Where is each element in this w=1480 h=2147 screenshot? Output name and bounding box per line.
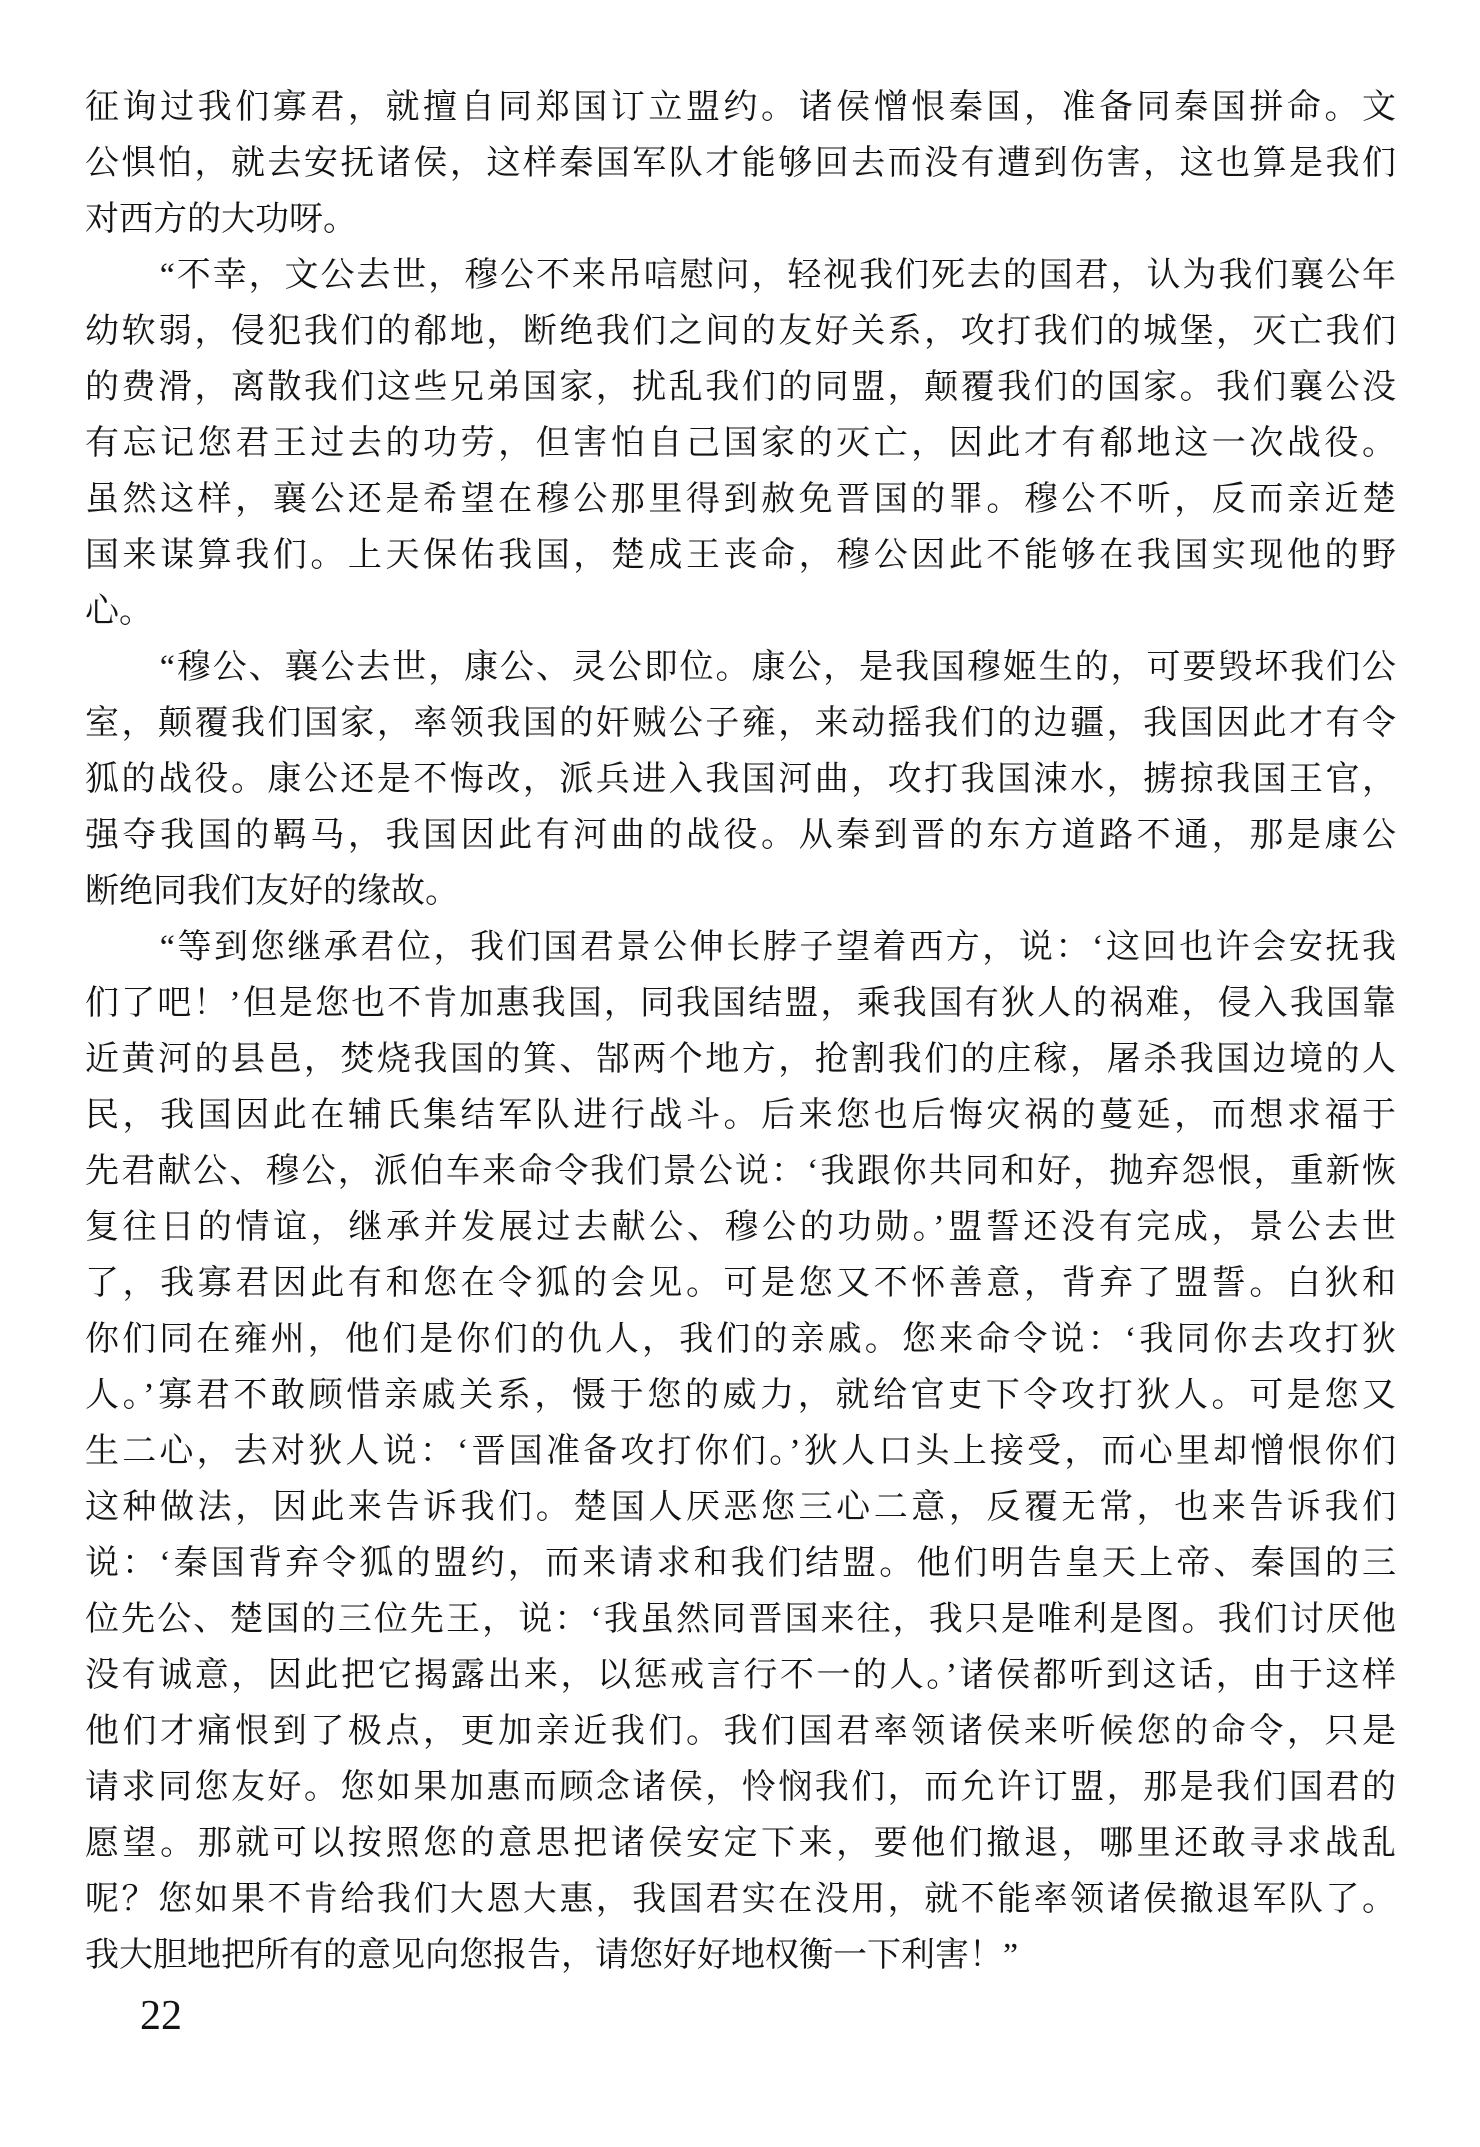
paragraph — [85, 920, 1396, 1984]
text-block — [85, 80, 1396, 1984]
text-line: 们了吧！’但是您也不肯加惠我国，同我国结盟，乘我国有狄人的祸难，侵入我国靠 — [85, 985, 1396, 1022]
text-line: 国来谋算我们。上天保佑我国，楚成王丧命，穆公因此不能够在我国实现他的野 — [85, 537, 1396, 574]
text-line: 的费滑，离散我们这些兄弟国家，扰乱我们的同盟，颠覆我们的国家。我们襄公没 — [85, 369, 1396, 406]
text-line: 人。’寡君不敢顾惜亲戚关系，慑于您的威力，就给官吏下令攻打狄人。可是您又 — [85, 1377, 1396, 1414]
text-line: 你们同在雍州，他们是你们的仇人，我们的亲戚。您来命令说：‘我同你去攻打狄 — [85, 1321, 1396, 1358]
text-line: 近黄河的县邑，焚烧我国的箕、郜两个地方，抢割我们的庄稼，屠杀我国边境的人 — [85, 1041, 1396, 1078]
text-line: 对西方的大功呀。 — [85, 201, 357, 238]
text-line: 有忘记您君王过去的功劳，但害怕自己国家的灭亡，因此才有郩地这一次战役。 — [85, 425, 1396, 462]
text-line: 我大胆地把所有的意见向您报告，请您好好地权衡一下利害！” — [85, 1937, 1019, 1974]
text-line: 心。 — [85, 593, 153, 630]
text-line: 愿望。那就可以按照您的意思把诸侯安定下来，要他们撤退，哪里还敢寻求战乱 — [85, 1825, 1396, 1862]
text-line: 狐的战役。康公还是不悔改，派兵进入我国河曲，攻打我国涑水，掳掠我国王官， — [85, 761, 1396, 798]
text-line: 这种做法，因此来告诉我们。楚国人厌恶您三心二意，反覆无常，也来告诉我们 — [85, 1489, 1396, 1526]
page-number: 22 — [140, 1993, 182, 2039]
text-line: 室，颠覆我们国家，率领我国的奸贼公子雍，来动摇我们的边疆，我国因此才有令 — [85, 705, 1396, 742]
text-line: “穆公、襄公去世，康公、灵公即位。康公，是我国穆姬生的，可要毁坏我们公 — [159, 649, 1396, 686]
text-line: 复往日的情谊，继承并发展过去献公、穆公的功勋。’盟誓还没有完成，景公去世 — [85, 1209, 1396, 1246]
text-line: 他们才痛恨到了极点，更加亲近我们。我们国君率领诸侯来听候您的命令，只是 — [85, 1713, 1396, 1750]
text-line: 公惧怕，就去安抚诸侯，这样秦国军队才能够回去而没有遭到伤害，这也算是我们 — [85, 145, 1396, 182]
text-line: 位先公、楚国的三位先王，说：‘我虽然同晋国来往，我只是唯利是图。我们讨厌他 — [85, 1601, 1396, 1638]
text-line: 强夺我国的羁马，我国因此有河曲的战役。从秦到晋的东方道路不通，那是康公 — [85, 817, 1396, 854]
text-line: 没有诚意，因此把它揭露出来，以惩戒言行不一的人。’诸侯都听到这话，由于这样 — [85, 1657, 1396, 1694]
text-line: “等到您继承君位，我们国君景公伸长脖子望着西方，说：‘这回也许会安抚我 — [159, 929, 1396, 966]
text-line: 虽然这样，襄公还是希望在穆公那里得到赦免晋国的罪。穆公不听，反而亲近楚 — [85, 481, 1396, 518]
text-line: 呢？您如果不肯给我们大恩大惠，我国君实在没用，就不能率领诸侯撤退军队了。 — [85, 1881, 1396, 1918]
text-line: 幼软弱，侵犯我们的郩地，断绝我们之间的友好关系，攻打我们的城堡，灭亡我们 — [85, 313, 1396, 350]
text-line: 先君献公、穆公，派伯车来命令我们景公说：‘我跟你共同和好，抛弃怨恨，重新恢 — [85, 1153, 1396, 1190]
text-line: 说：‘秦国背弃令狐的盟约，而来请求和我们结盟。他们明告皇天上帝、秦国的三 — [85, 1545, 1396, 1582]
text-line: 民，我国因此在辅氏集结军队进行战斗。后来您也后悔灾祸的蔓延，而想求福于 — [85, 1097, 1396, 1134]
paragraph — [85, 80, 1396, 248]
paragraph — [85, 640, 1396, 920]
paragraph — [85, 248, 1396, 640]
text-line: 生二心，去对狄人说：‘晋国准备攻打你们。’狄人口头上接受，而心里却憎恨你们 — [85, 1433, 1396, 1470]
text-line: 征询过我们寡君，就擅自同郑国订立盟约。诸侯憎恨秦国，准备同秦国拼命。文 — [85, 89, 1396, 126]
text-line: 了，我寡君因此有和您在令狐的会见。可是您又不怀善意，背弃了盟誓。白狄和 — [85, 1265, 1396, 1302]
text-line: 断绝同我们友好的缘故。 — [85, 873, 459, 910]
text-line: “不幸，文公去世，穆公不来吊唁慰问，轻视我们死去的国君，认为我们襄公年 — [159, 257, 1396, 294]
text-line: 请求同您友好。您如果加惠而顾念诸侯，怜悯我们，而允许订盟，那是我们国君的 — [85, 1769, 1396, 1806]
